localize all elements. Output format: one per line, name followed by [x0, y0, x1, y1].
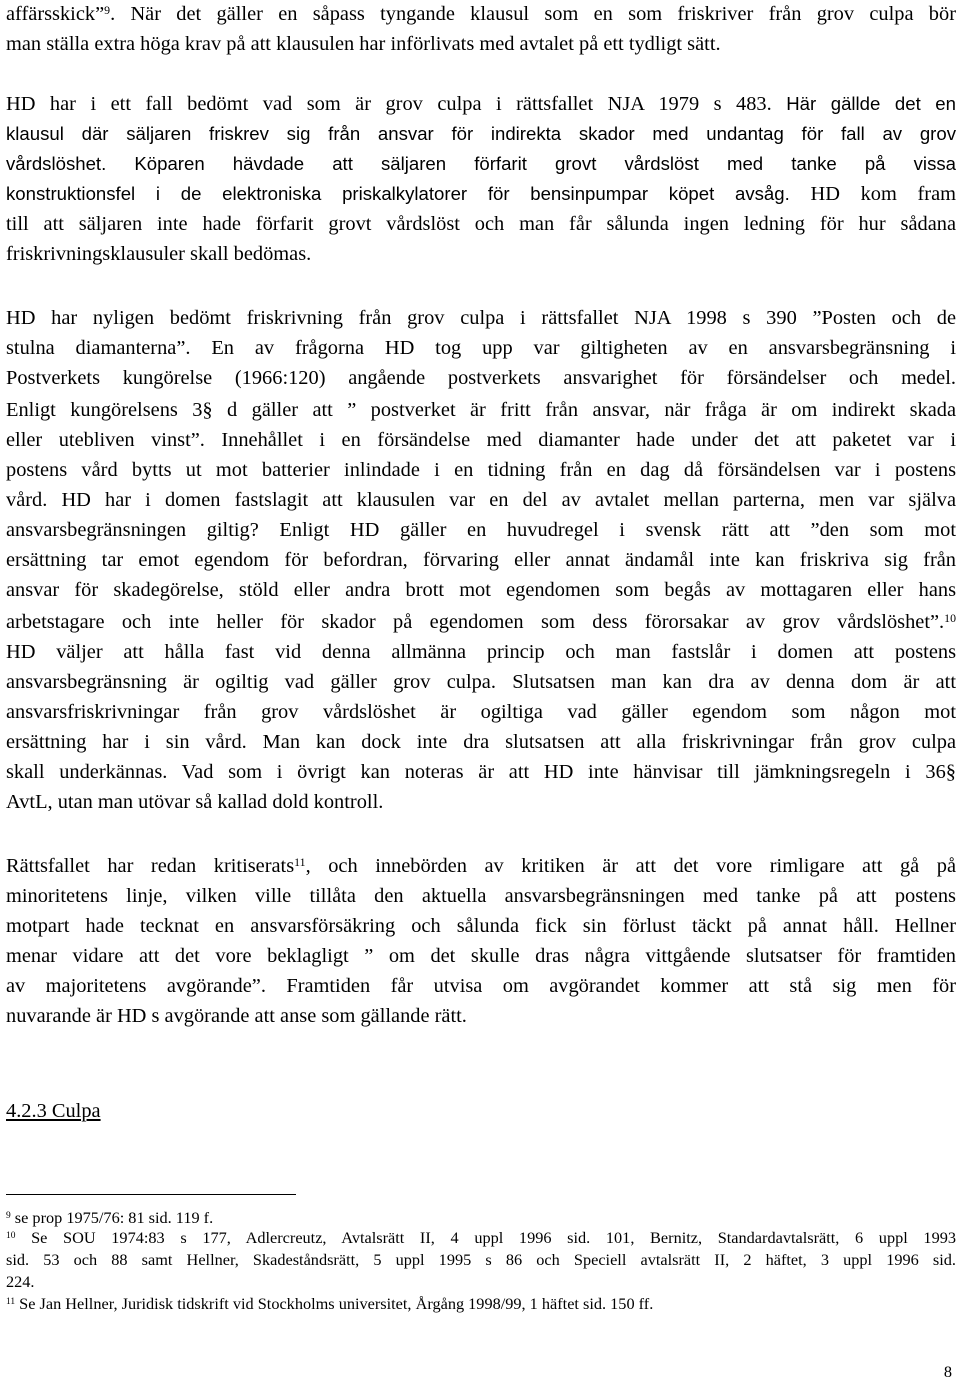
- footnote-number: 10: [6, 1230, 16, 1241]
- text-line: [6, 426, 956, 454]
- text-segment: ersättning har i sin vård. Man kan dock inte dra slutsatsen att alla friskrivningar från grov culpa: [6, 731, 956, 753]
- text-segment: nuvarande är HD s avgörande att anse som gällande rätt.: [6, 1005, 467, 1027]
- text-line: [6, 180, 956, 208]
- text-line: [6, 1002, 467, 1030]
- text-line: [6, 576, 956, 604]
- text-segment: HD har nyligen bedömt friskrivning från grov culpa i rättsfallet NJA 1998 s 390 ”Posten och de: [6, 307, 956, 329]
- section-heading: 4.2.3 Culpa: [6, 1100, 101, 1122]
- text-segment: eller utebliven vinst”. Innehållet i en försändelse med diamanter hade under det att paketet var i: [6, 429, 956, 451]
- footnote-line: [6, 1294, 653, 1314]
- text-segment: ansvarsbegränsning är ogiltig vad gäller grov culpa. Slutsatsen man kan dra av denna dom är att: [6, 671, 956, 693]
- text-segment: motpart hade tecknat en ansvarsförsäkring och sålunda fick sin förlust täckt på annat håll. Hellner: [6, 915, 956, 937]
- text-line: [6, 396, 956, 424]
- text-line: [6, 546, 956, 574]
- text-segment: HD har i ett fall bedömt vad som är grov culpa i rättsfallet NJA 1979 s 483.: [6, 93, 787, 115]
- text-segment: av majoritetens avgörande”. Framtiden får utvisa om avgörandet kommer att stå sig men för: [6, 975, 956, 997]
- footnote-number: 9: [6, 1210, 11, 1221]
- text-line: [6, 150, 956, 178]
- text-line: [6, 486, 956, 514]
- text-line: [6, 456, 956, 484]
- text-segment: till att säljaren inte hade förfarit grovt vårdslöst och man får sålunda ingen ledning för hur sådana: [6, 213, 956, 235]
- text-line: [6, 852, 956, 880]
- text-line: [6, 698, 956, 726]
- text-line: [6, 668, 956, 696]
- text-segment: ansvarsbegränsningen giltig? Enligt HD gäller en huvudregel i svensk rätt att ”den som mot: [6, 519, 956, 541]
- text-line: [6, 90, 956, 118]
- text-segment: ersättning tar emot egendom för befordran, förvaring eller annat ändamål inte kan friskriva sig från: [6, 549, 956, 571]
- text-segment: AvtL, utan man utövar så kallad dold kontroll.: [6, 791, 384, 813]
- text-segment: konstruktionsfel i de elektroniska priskalkylatorer för bensinpumpar köpet avsåg.: [6, 183, 811, 204]
- document-page: [6, 0, 956, 1384]
- text-line: [6, 516, 956, 544]
- footnote-reference: 10: [944, 610, 956, 625]
- text-line: [6, 758, 956, 786]
- text-segment: postens vård bytts ut mot batterier inlindade i en tidning från en dag då försändelsen var i postens: [6, 459, 956, 481]
- text-line: [6, 912, 956, 940]
- text-line: [6, 638, 956, 666]
- text-line: [6, 304, 956, 332]
- text-segment: skall underkännas. Vad som i övrigt kan noteras är att HD inte hänvisar till jämkningsregeln i 36§: [6, 761, 956, 783]
- text-line: [6, 972, 956, 1000]
- footnote-text: Se SOU 1974:83 s 177, Adlercreutz, Avtalsrätt II, 4 uppl 1996 sid. 101, Bernitz, Standardavtalsrätt, 6 uppl 1993: [31, 1228, 956, 1247]
- footnote-line: [6, 1208, 213, 1228]
- text-line: [6, 364, 956, 392]
- footnote-reference: 9: [104, 2, 111, 17]
- text-segment: , och innebörden av kritiken är att det vore rimligare att gå på: [305, 855, 956, 877]
- footnote-text: 224.: [6, 1272, 35, 1291]
- footnote-reference: 11: [294, 854, 306, 869]
- footnote-text: se prop 1975/76: 81 sid. 119 f.: [14, 1208, 214, 1227]
- footnote-text: sid. 53 och 88 samt Hellner, Skadeståndsrätt, 5 uppl 1995 s 86 och Speciell avtalsrätt II, 2 häftet, 3 uppl 1996 sid.: [6, 1250, 956, 1269]
- text-line: [6, 210, 956, 238]
- text-line: [6, 120, 956, 148]
- text-segment: Här gällde det en: [786, 93, 956, 114]
- text-line: [6, 608, 956, 636]
- text-segment: Enligt kungörelsens 3§ d gäller att ” postverket är fritt från ansvar, när fråga är om indirekt skada: [6, 399, 956, 421]
- text-segment: ansvarsfriskrivningar från grov vårdslöshet är ogiltiga vad gäller egendom som någon mot: [6, 701, 956, 723]
- text-segment: arbetstagare och inte heller för skador på egendomen som dess förorsakar av grov vårdslöshet”.: [6, 611, 945, 633]
- footnote-separator: [6, 1194, 296, 1195]
- text-segment: minoritetens linje, vilken ville tillåta den aktuella ansvarsbegränsningen med tanke på att postens: [6, 885, 956, 907]
- text-segment: Postverkets kungörelse (1966:120) angående postverkets ansvarighet för försändelser och medel.: [6, 367, 956, 389]
- text-segment: HD väljer att hålla fast vid denna allmänna princip och man fastslår i domen att postens: [6, 641, 956, 663]
- text-segment: HD kom fram: [810, 183, 956, 205]
- text-segment: affärsskick”: [6, 3, 105, 25]
- text-line: [6, 240, 311, 268]
- footnote-line: [6, 1250, 956, 1270]
- footnote-text: Se Jan Hellner, Juridisk tidskrift vid Stockholms universitet, Årgång 1998/99, 1 häftet sid. 150 ff.: [19, 1294, 654, 1313]
- footnote-number: 11: [6, 1296, 16, 1307]
- footnote-line: [6, 1272, 35, 1292]
- text-segment: vårdslöshet. Köparen hävdade att säljaren förfarit grovt vårdslöst med tanke på vissa: [6, 153, 956, 174]
- text-segment: friskrivningsklausuler skall bedömas.: [6, 243, 312, 265]
- text-segment: menar vidare att det vore beklagligt ” om det skulle dras några vittgående slutsatser för framtiden: [6, 945, 956, 967]
- text-segment: . När det gäller en såpass tyngande klausul som en som friskriver från grov culpa bör: [110, 3, 956, 25]
- text-line: [6, 788, 383, 816]
- text-line: [6, 728, 956, 756]
- text-line: [6, 942, 956, 970]
- text-segment: vård. HD har i domen fastslagit att klausulen var en del av avtalet mellan parterna, men var själva: [6, 489, 956, 511]
- text-line: [6, 334, 956, 362]
- footnote-line: [6, 1228, 956, 1248]
- text-segment: klausul där säljaren friskrev sig från ansvar för indirekta skador med undantag för fall av grov: [6, 123, 956, 144]
- text-line: [6, 0, 956, 28]
- text-segment: ansvar för skadegörelse, stöld eller andra brott mot egendomen som begås av mottagaren eller hans: [6, 579, 956, 601]
- text-segment: man ställa extra höga krav på att klausulen har införlivats med avtalet på ett tydligt sätt.: [6, 33, 721, 55]
- text-segment: Rättsfallet har redan kritiserats: [6, 855, 295, 877]
- text-segment: stulna diamanterna”. En av frågorna HD tog upp var giltigheten av en ansvarsbegränsning i: [6, 337, 956, 359]
- text-line: [6, 30, 721, 58]
- page-number: 8: [943, 1362, 952, 1381]
- text-line: [6, 882, 956, 910]
